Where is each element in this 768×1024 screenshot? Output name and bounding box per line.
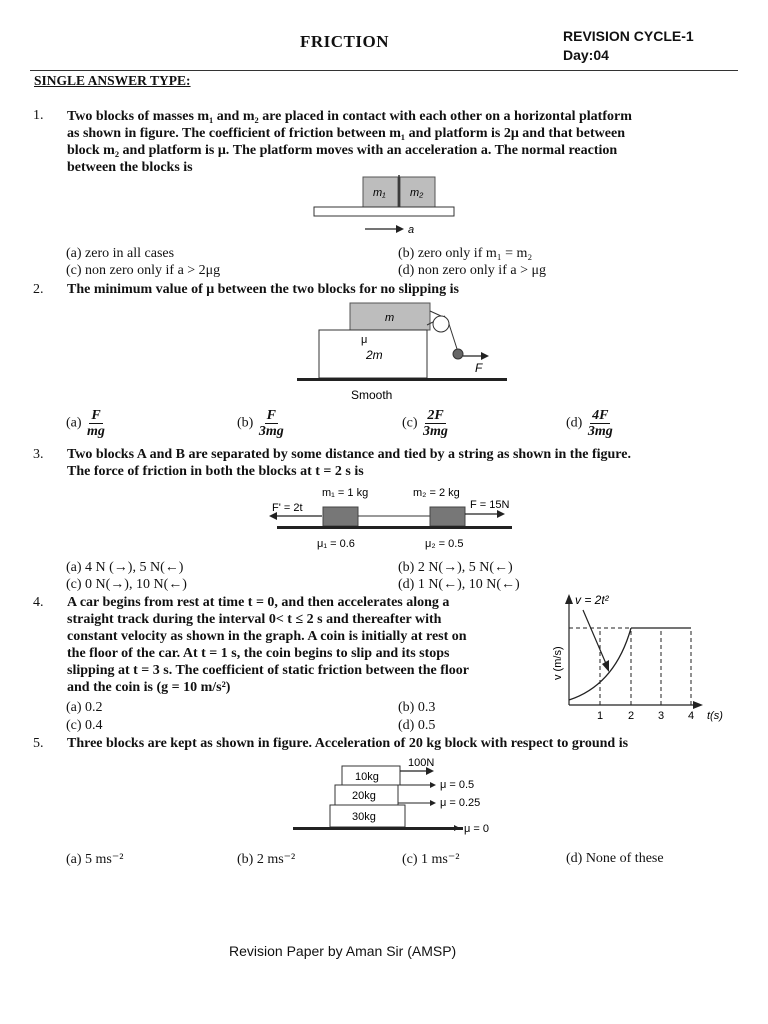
q2-label-top: m [385, 312, 395, 324]
q1-line4: between the blocks is [67, 160, 193, 175]
q4-curve-label: v = 2t² [575, 593, 609, 607]
q1-number: 1. [33, 108, 44, 123]
q3-label-fleft: F' = 2t [272, 502, 303, 514]
q3-number: 3. [33, 447, 44, 462]
q5-figure [290, 755, 520, 840]
header-divider [30, 70, 738, 71]
q1-figure [300, 173, 460, 239]
q5-label-force: 100N [408, 757, 435, 769]
q3-option-d[interactable]: (d) 1 N(←), 10 N(←) [398, 577, 520, 592]
q3-line2: The force of friction in both the blocks at t = 2 s is [67, 464, 364, 479]
q4-tick-3: 3 [658, 710, 665, 722]
q4-tick-2: 2 [628, 710, 635, 722]
q4-ylabel: v (m/s) [552, 646, 564, 680]
q5-number: 5. [33, 736, 44, 751]
q3-text [67, 446, 631, 480]
q2-figure [295, 298, 515, 408]
q3-label-m2: m₂ = 2 kg [413, 487, 460, 499]
q3-figure [265, 482, 545, 552]
q3-option-b[interactable]: (b) 2 N(→), 5 N(←) [398, 560, 513, 575]
q2-option-b[interactable]: (b) $\frac{F}{3mg}$ [237, 408, 284, 439]
q2-option-d-fraction: $\frac{4F}{3mg}$ [587, 408, 613, 439]
q4-number: 4. [33, 595, 44, 610]
q2-label-surface: Smooth [351, 388, 393, 402]
q5-label-mu2: μ = 0.25 [440, 797, 481, 809]
q2-ground [297, 378, 507, 381]
q2-label-force: F [475, 361, 483, 375]
q3-line1: Two blocks A and B are separated by some distance and tied by a string as shown in the figure. [67, 447, 631, 462]
q1-platform [314, 207, 454, 216]
q5-label-b1: 10kg [355, 771, 379, 783]
q2-option-d[interactable]: (d) $\frac{4F}{3mg}$ [566, 408, 613, 439]
q3-ground [277, 526, 512, 529]
q2-option-a[interactable]: (a) $\frac{F}{mg}$ [66, 408, 105, 439]
q4-line5: slipping at t = 3 s. The coefficient of static friction between the floor [67, 663, 469, 678]
q5-label-mu1: μ = 0.5 [440, 779, 475, 791]
q2-number: 2. [33, 282, 44, 297]
q4-graph [545, 590, 735, 725]
q2-pulley [433, 316, 449, 332]
q3-block-b [430, 507, 465, 526]
q5-option-b[interactable]: (b) 2 ms⁻² [237, 852, 296, 867]
q1-line2: as shown in figure. The coefficient of friction between m₁ and platform is 2μ and that between [67, 126, 625, 141]
q4-tick-1: 1 [597, 710, 604, 722]
q4-option-a[interactable]: (a) 0.2 [66, 700, 103, 715]
q3-option-c[interactable]: (c) 0 N(→), 10 N(←) [66, 577, 187, 592]
page-title: FRICTION [300, 32, 390, 51]
q4-option-c[interactable]: (c) 0.4 [66, 718, 103, 733]
q4-line4: the floor of the car. At t = 1 s, the coin begins to slip and its stops [67, 646, 450, 661]
q1-label-accel: a [408, 224, 415, 236]
page-footer: Revision Paper by Aman Sir (AMSP) [229, 943, 457, 959]
q4-line2: straight track during the interval 0< t ≤ 2 s and thereafter with [67, 612, 442, 627]
q2-option-a-fraction: $\frac{F}{mg}$ [87, 408, 105, 439]
section-heading: SINGLE ANSWER TYPE: [34, 73, 191, 88]
q2-option-b-fraction: $\frac{F}{3mg}$ [258, 408, 284, 439]
q1-option-c[interactable]: (c) non zero only if a > 2μg [66, 263, 221, 278]
q5-option-a[interactable]: (a) 5 ms⁻² [66, 852, 124, 867]
q5-label-b2: 20kg [352, 790, 376, 802]
q2-text: The minimum value of μ between the two blocks for no slipping is [67, 282, 459, 297]
q4-line6: and the coin is (g = 10 m/s²) [67, 680, 231, 695]
q4-text [67, 594, 545, 696]
q3-label-mu2: μ₂ = 0.5 [425, 538, 464, 550]
q3-label-m1: m₁ = 1 kg [322, 487, 369, 499]
q4-option-b[interactable]: (b) 0.3 [398, 700, 436, 715]
q1-line3: block m₂ and platform is μ. The platform moves with an acceleration a. The normal reaction [67, 143, 618, 158]
q3-label-mu1: μ₁ = 0.6 [317, 538, 355, 550]
q2-rope-end [453, 349, 463, 359]
q1-line1: Two blocks of masses m₁ and m₂ are placed in contact with each other on a horizontal platform [67, 109, 632, 124]
q5-ground [293, 827, 463, 830]
q1-label-m1: m₁ [373, 187, 386, 199]
q1-label-m2: m₂ [410, 187, 424, 199]
q3-block-a [323, 507, 358, 526]
q4-line3: constant velocity as shown in the graph. A coin is initially at rest on [67, 629, 467, 644]
revision-cycle: REVISION CYCLE-1 [563, 28, 694, 44]
q4-tick-4: 4 [688, 710, 695, 722]
q3-option-a[interactable]: (a) 4 N (→), 5 N(←) [66, 560, 184, 575]
q2-label-bottom: 2m [366, 348, 383, 362]
q2-option-c-fraction: $\frac{2F}{3mg}$ [423, 408, 448, 439]
q1-option-b[interactable]: (b) zero only if m₁ = m₂ [398, 246, 533, 261]
q1-option-d[interactable]: (d) non zero only if a > μg [398, 263, 546, 278]
q5-option-c[interactable]: (c) 1 ms⁻² [402, 852, 460, 867]
q5-text: Three blocks are kept as shown in figure. Acceleration of 20 kg block with respect to ground is [67, 736, 629, 751]
q3-label-fright: F = 15N [470, 499, 510, 511]
q4-line1: A car begins from rest at time t = 0, and then accelerates along a [67, 595, 450, 610]
q4-option-d[interactable]: (d) 0.5 [398, 718, 436, 733]
q2-label-mu: μ [361, 334, 368, 346]
q1-text [67, 108, 632, 176]
revision-label [563, 27, 694, 65]
q5-option-d[interactable]: (d) None of these [566, 851, 664, 866]
q4-xlabel: t(s) [707, 710, 723, 722]
revision-day: Day:04 [563, 47, 609, 63]
q5-label-mu3: μ = 0 [464, 823, 489, 835]
q2-option-c[interactable]: (c) $\frac{2F}{3mg}$ [402, 408, 448, 439]
q5-label-b3: 30kg [352, 811, 376, 823]
q1-option-a[interactable]: (a) zero in all cases [66, 246, 175, 261]
